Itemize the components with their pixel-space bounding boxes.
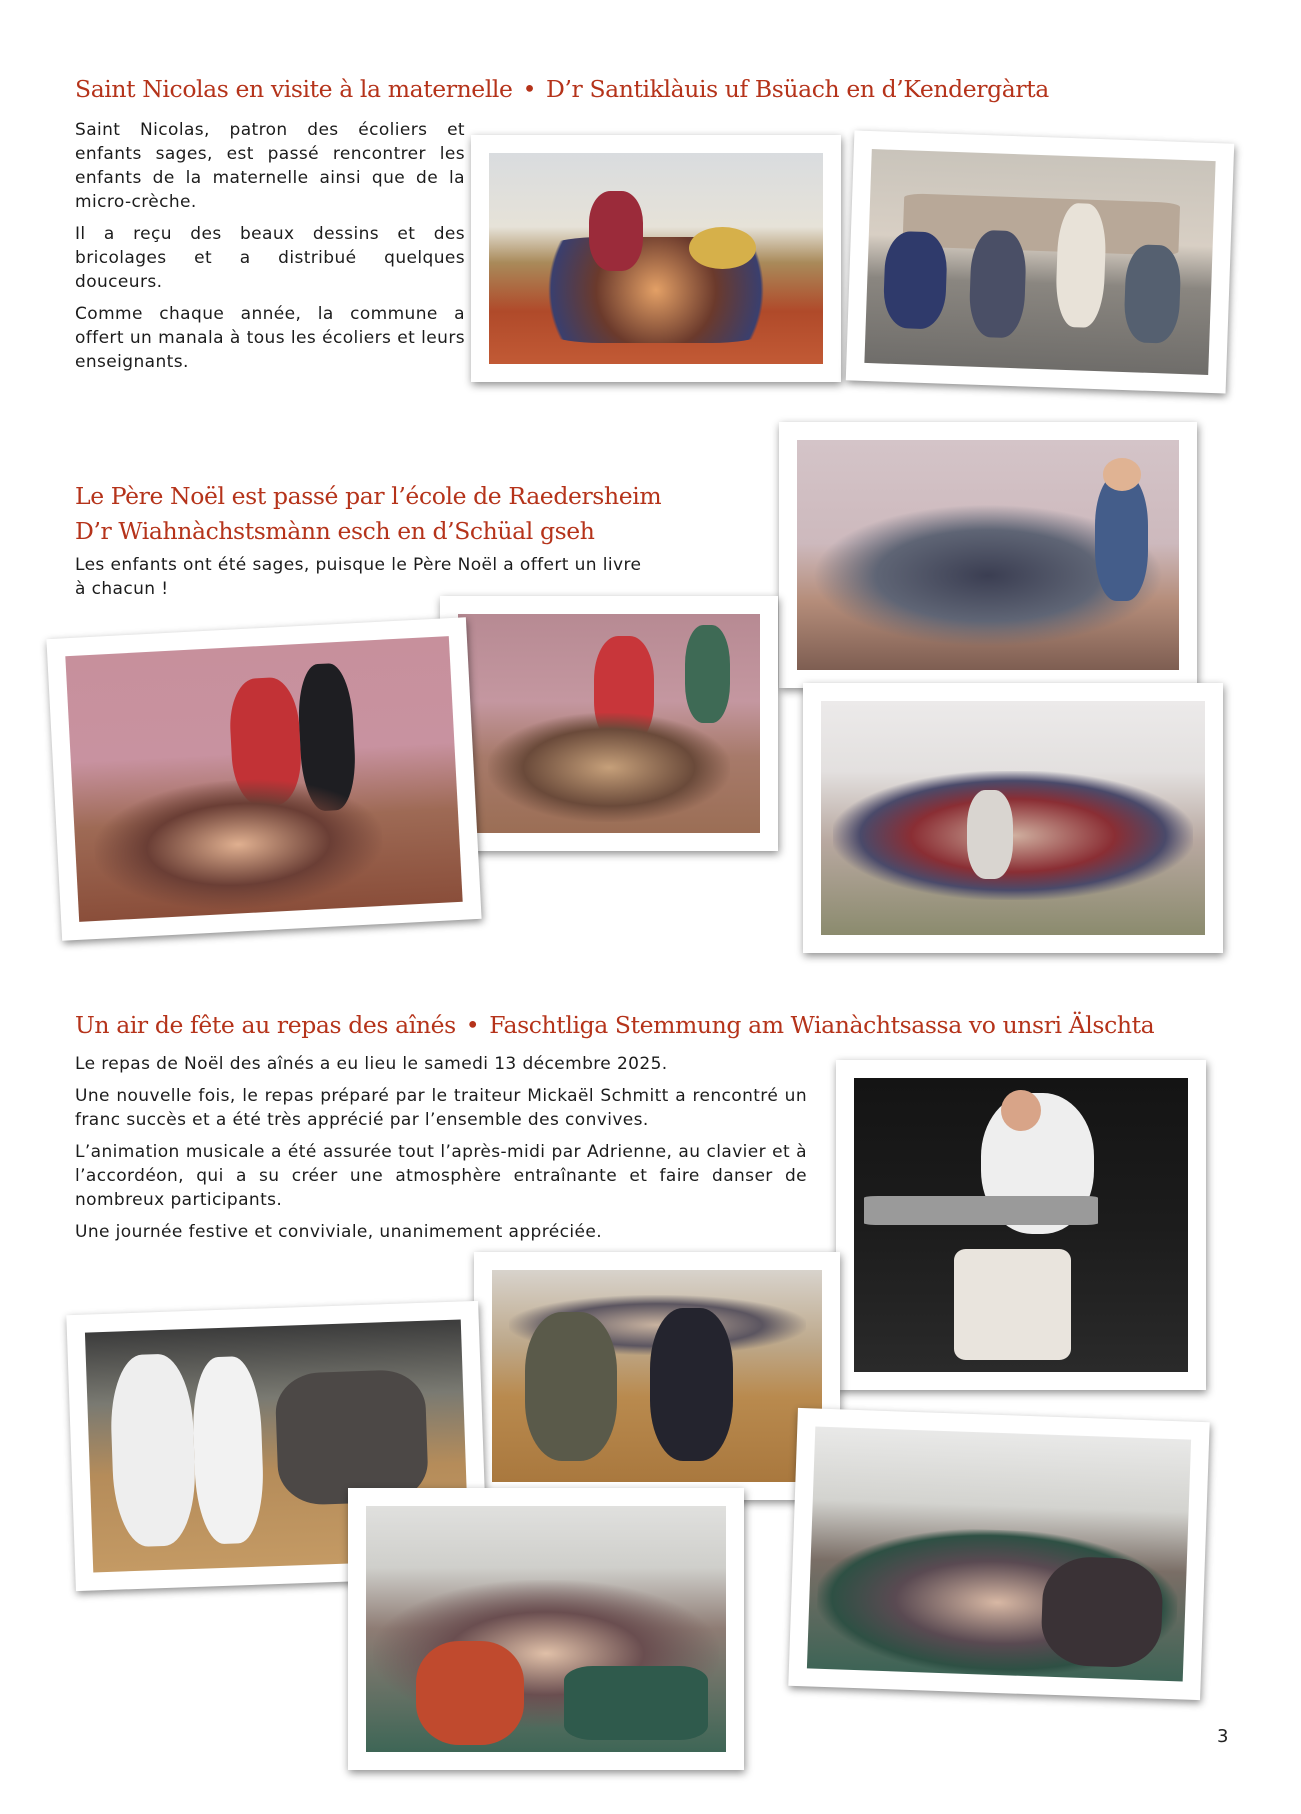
- photo-pere-noel-room: [46, 617, 481, 941]
- section2-heading-fr: [75, 479, 661, 514]
- section3-paragraph: L’animation musicale a été assurée tout l’après-midi par Adrienne, au clavier et à l’accordéon, qui a su créer une atmosphère entraînante et faire danser de nombreux participants.: [75, 1142, 807, 1210]
- section1-title-als: D’r Santiklàuis uf Bsüach en d’Kendergàrta: [546, 75, 1049, 103]
- photo-pere-noel-group-1: [779, 422, 1197, 688]
- section2-title-fr: Le Père Noël est passé par l’école de Raedersheim: [75, 482, 662, 510]
- section3-heading: [75, 1008, 1154, 1043]
- section1-paragraph: Saint Nicolas, patron des écoliers et enfants sages, est passé rencontrer les enfants de la maternelle ainsi que de la micro-crèche.: [75, 120, 465, 212]
- section2-title-als: D’r Wiahnàchstsmànn esch en d’Schüal gseh: [75, 517, 595, 545]
- section1-heading: [75, 72, 1049, 107]
- section2-heading-als: [75, 514, 595, 549]
- section3-title-fr: Un air de fête au repas des aînés: [75, 1011, 456, 1039]
- photo-saint-nicolas-classroom: [471, 135, 841, 382]
- section1-text: [75, 118, 465, 382]
- photo-banquet-tables-1: [788, 1408, 1209, 1700]
- section1-title-fr: Saint Nicolas en visite à la maternelle: [75, 75, 513, 103]
- section3-paragraph: Une nouvelle fois, le repas préparé par le traiteur Mickaël Schmitt a rencontré un franc succès et a été très apprécié par l’ensemble des convives.: [75, 1086, 807, 1130]
- page-number: 3: [1217, 1726, 1229, 1747]
- section3-text: [75, 1052, 807, 1252]
- section1-separator: •: [522, 75, 537, 103]
- photo-banquet-tables-2: [348, 1488, 744, 1770]
- photo-pere-noel-distribution: [440, 596, 778, 851]
- section3-paragraph: Une journée festive et conviviale, unanimement appréciée.: [75, 1222, 603, 1242]
- section2-paragraph: Les enfants ont été sages, puisque le Père Noël a offert un livre à chacun !: [75, 555, 642, 599]
- photo-musician: [836, 1060, 1206, 1390]
- section3-separator: •: [465, 1011, 480, 1039]
- section1-paragraph: Il a reçu des beaux dessins et des bricolages et a distribué quelques douceurs.: [75, 224, 465, 292]
- section3-title-als: Faschtliga Stemmung am Wianàchtsassa vo unsri Älschta: [489, 1011, 1155, 1039]
- photo-saint-nicolas-outdoor: [846, 130, 1234, 393]
- section3-paragraph: Le repas de Noël des aînés a eu lieu le samedi 13 décembre 2025.: [75, 1054, 668, 1074]
- photo-dancing-couples: [474, 1252, 840, 1500]
- photo-pere-noel-group-2: [803, 683, 1223, 953]
- section1-paragraph: Comme chaque année, la commune a offert un manala à tous les écoliers et leurs enseignants.: [75, 304, 465, 372]
